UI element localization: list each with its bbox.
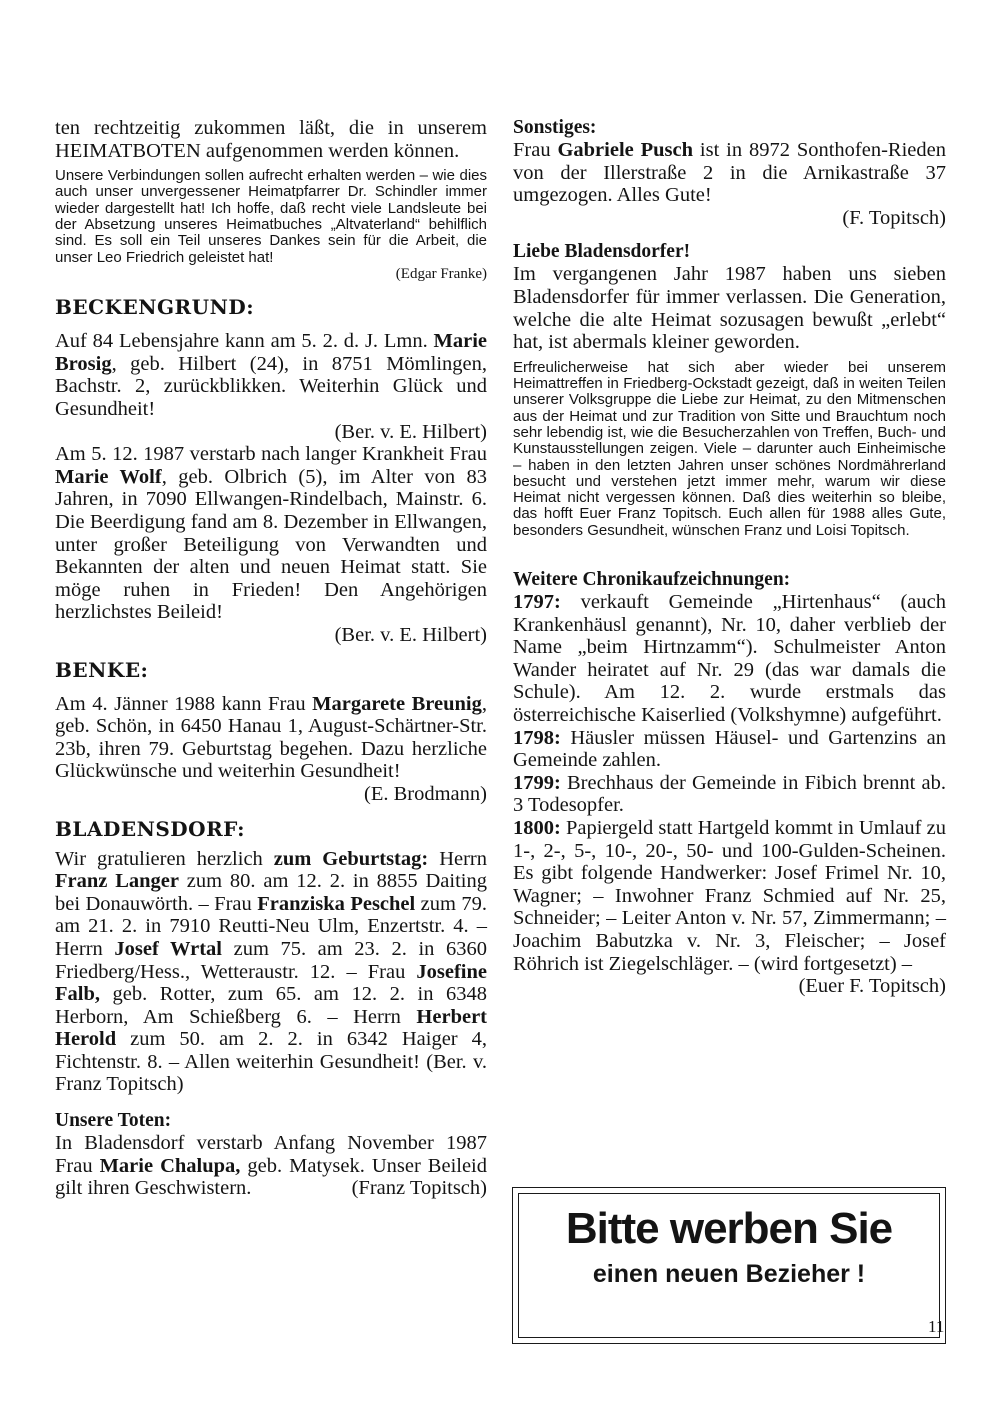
left-column [55, 117, 487, 1200]
advertisement-subline: einen neuen Bezieher ! [592, 1260, 866, 1288]
liebe-paragraph-big: Im vergangenen Jahr 1987 haben uns sieben Bladensdorfer für immer verlassen. Die Generation, welche die alte Heimat sozusagen bewußt „erlebt“ hat, ist abermals kleiner geworden. [513, 263, 946, 354]
advertisement-inner-frame [518, 1193, 940, 1338]
intro-signature: (Edgar Franke) [395, 265, 487, 282]
benke-paragraph: Am 4. Jänner 1988 kann Frau Margarete Breunig, geb. Schön, in 6450 Hanau 1, August-Schärtner-Str. 23b, ihren 79. Geburtstag begehen. Dazu herzliche Glückwünsche und weiterhin Gesundheit! [55, 692, 487, 783]
beckengrund-signature-2: (Ber. v. E. Hilbert) [334, 623, 487, 646]
beckengrund-signature-1: (Ber. v. E. Hilbert) [334, 420, 487, 443]
right-column [513, 117, 946, 998]
advertisement-headline: Bitte werben Sie [565, 1204, 893, 1253]
page-number: 11 [928, 1317, 945, 1336]
section-heading-liebe-bladensdorfer: Liebe Bladensdorfer! [513, 241, 691, 263]
bladensdorf-birthday-paragraph: Wir gratulieren herzlich zum Geburtstag: Herrn Franz Langer zum 80. am 12. 2. in 8855 Daiting bei Donauwörth. – Frau Franziska Peschel zum 79. am 21. 2. in 7910 Reutti-Neu Ulm, Enzertstr. 4. – Herrn Josef Wrtal zum 75. am 23. 2. in 6360 Friedberg/Hess., Wetteraustr. 12. – Frau Josefine Falb, geb. Rotter, zum 65. am 12. 2. in 6348 Herborn, Am Schießberg 6. – Herrn Herbert Herold zum 50. am 2. 2. in 6342 Haiger 4, Fichtenstr. 8. – Allen weiterhin Gesundheit! (Ber. v. Franz Topitsch) [55, 847, 488, 1096]
toten-paragraph: In Bladensdorf verstarb Anfang November 1987 Frau Marie Chalupa, geb. Matysek. Unser Beileid gilt ihren Geschwistern. [55, 1132, 487, 1200]
sonstiges-signature: (F. Topitsch) [842, 206, 946, 229]
sonstiges-paragraph: Frau Gabriele Pusch ist in 8972 Sonthofen-Rieden von der Illerstraße 2 in die Arnikastraße 37 umgezogen. Alles Gute! [513, 139, 946, 207]
section-heading-sonstiges: Sonstiges: [513, 117, 597, 138]
section-heading-benke: BENKE: [55, 657, 149, 682]
intro-paragraph: ten rechtzeitig zukommen läßt, die in unserem HEIMATBOTEN aufgenommen werden können. [55, 117, 487, 162]
beckengrund-paragraph-1: Auf 84 Lebensjahre kann am 5. 2. d. J. Lmn. Marie Brosig, geb. Hilbert (24), in 8751 Mömlingen, Bachstr. 2, zurückblikken. Weiterhin Glück und Gesundheit! [55, 330, 487, 421]
toten-signature: (Franz Topitsch) [351, 1177, 487, 1200]
chronik-1798: 1798: Häusler müssen Häusel- und Gartenzins an Gemeinde zahlen. [513, 726, 946, 772]
section-heading-unsere-toten: Unsere Toten: [55, 1110, 172, 1132]
chronik-1799: 1799: Brechhaus der Gemeinde in Fibich brennt ab. 3 Todesopfer. [513, 771, 946, 817]
section-heading-beckengrund: BECKENGRUND: [55, 295, 255, 320]
chronik-1797: 1797: verkauft Gemeinde „Hirtenhaus“ (auch Krankenhäusl genannt), Nr. 10, daher verblieb der Name „beim Hirtnzamm“). Schulmeister Anton Wander heiratet auf Nr. 29 (das war damals die Schule). Am 12. 2. wurde erstmals das österreichische Kaiserlied (Volkshymne) aufgeführt. [513, 591, 946, 726]
intro-small-paragraph: Unsere Verbindungen sollen aufrecht erhalten werden – wie dies auch unser unvergessener Heimatpfarrer Dr. Schindler immer wieder dargestellt hat! Ich hoffe, daß recht viele Landsleute bei der Absetzung unseres Heimatbuches „Altvaterland“ behilflich sind. Es soll ein Teil unseres Dankes sein für die Arbeit, die unser Leo Friedrich geleistet hat! [55, 167, 487, 266]
liebe-paragraph-small: Erfreulicherweise hat sich aber wieder bei unserem Heimattreffen in Friedberg-Ockstadt gezeigt, daß in weiten Teilen unserer Volksgruppe die Liebe zur Heimat, zu den Mitmenschen aus der Heimat und zur Tradition von Sitte und Brauchtum noch sehr lebendig ist, wie die Besucherzahlen von Treffen, Buch- und Kunstausstellungen zeigen. Viele – darunter auch Einheimische – haben in den letzten Jahren unser schönes Nordmährerland besucht und verstehen jetzt immer mehr, warum wir diese Heimat nicht vergessen können. Daß dies weiterhin so bleibe, das hofft Euer Franz Topitsch. Euch allen für 1988 alles Gute, besonders Gesundheit, wünschen Franz und Loisi Topitsch. [513, 358, 946, 539]
chronik-1800: 1800: Papiergeld statt Hartgeld kommt in Umlauf zu 1-, 2-, 5-, 10-, 20-, 50- und 100-Gulden-Scheinen. Es gibt folgende Handwerker: Josef Frimel Nr. 10, Wagner; – Inwohner Franz Schmied auf Nr. 25, Schneider; – Leiter Anton v. Nr. 57, Zimmermann; – Joachim Babutzka v. Nr. 3, Fleischer; – Josef Röhrich ist Ziegelschläger. – (wird fortgesetzt) – [513, 816, 946, 975]
section-heading-chronik: Weitere Chronikaufzeichnungen: [513, 569, 791, 591]
section-heading-bladensdorf: BLADENSDORF: [55, 816, 246, 841]
chronik-signature: (Euer F. Topitsch) [798, 975, 946, 998]
advertisement-box [512, 1187, 946, 1344]
benke-signature: (E. Brodmann) [364, 782, 487, 805]
beckengrund-paragraph-2: Am 5. 12. 1987 verstarb nach langer Krankheit Frau Marie Wolf, geb. Olbrich (5), im Alter von 83 Jahren, in 7090 Ellwangen-Rindelbach, Mainstr. 6. Die Beerdigung fand am 8. Dezember in Ellwangen, unter großer Beteiligung von Verwandten und Bekannten der alten und neuen Heimat statt. Sie möge ruhen in Frieden! Den Angehörigen herzlichstes Beileid! [55, 443, 487, 624]
